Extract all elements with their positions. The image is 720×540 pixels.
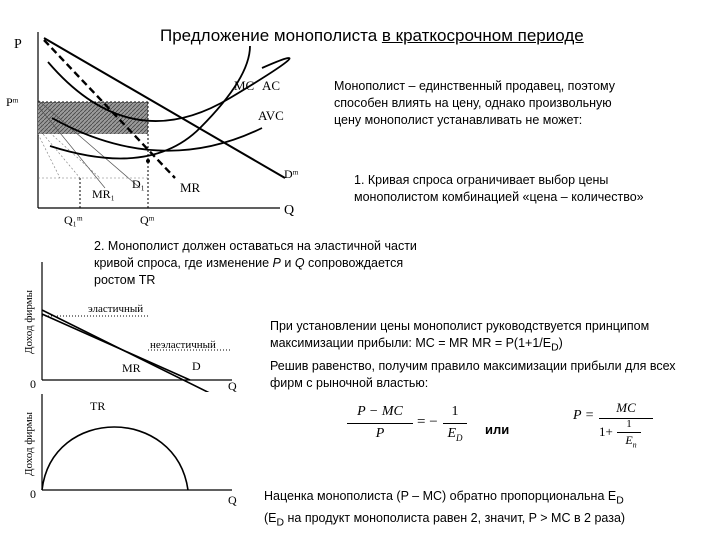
- f1-equals: = −: [417, 414, 438, 430]
- p6-text-b: (E: [264, 510, 277, 525]
- f1-right-bar: [443, 423, 467, 424]
- mid-q-label: Q: [228, 379, 237, 392]
- mid-d-label: D: [192, 359, 201, 373]
- p3-text-a: 2. Монополист должен оставаться на эластичной части кривой спроса, где изменение: [94, 239, 417, 270]
- axis-q-label: Q: [284, 203, 295, 218]
- p6-sub-1: D: [616, 495, 624, 507]
- revenue-demand-graph: [0, 262, 260, 392]
- f1-right-numerator: 1: [451, 404, 459, 419]
- paragraph-profit-max: [270, 318, 710, 357]
- axis-p-label: P: [14, 37, 22, 52]
- f2-inner-denominator: [617, 433, 645, 449]
- f1-ed-sub: D: [456, 432, 463, 443]
- p3-text-c: и: [280, 256, 295, 270]
- equilibrium-dot: [146, 159, 150, 163]
- paragraph-rule: Решив равенство, получим правило максимизации прибыли для всех фирм с рыночной властью:: [270, 359, 676, 390]
- p4-text: При установлении цены монополист руководствуется принципом максимизации прибыли: MC = MR MR = P(1+1/E: [270, 319, 650, 350]
- f1-fraction-bar: [347, 423, 413, 424]
- paragraph-markup: [264, 488, 714, 531]
- p6-text-a: Наценка монополиста (P – MC) обратно пропорциональна E: [264, 489, 617, 503]
- total-revenue-graph: [0, 394, 260, 514]
- monopoly-cost-graph: [0, 28, 330, 228]
- q1m-label: Q₁ᵐ: [64, 213, 83, 227]
- p4-sub: D: [551, 342, 559, 354]
- f2-en-sub: n: [632, 440, 637, 450]
- paragraph-definition: Монополист – единственный продавец, поэтому способен влиять на цену, однако произвольную цену монополист устанавливать не может:: [334, 79, 616, 127]
- title-underlined: в краткосрочном периоде: [381, 26, 584, 45]
- tr-label: TR: [90, 399, 106, 413]
- dm-label: Dᵐ: [284, 167, 299, 181]
- f2-numerator: MC: [616, 400, 636, 415]
- p3-p: P: [272, 256, 281, 270]
- ac-label: AC: [262, 78, 281, 93]
- mid-mr-label: MR: [122, 361, 141, 375]
- mr-label: MR: [180, 180, 201, 195]
- f1-right-denominator: [443, 426, 467, 443]
- mr1-label: MR₁: [92, 187, 115, 201]
- f1-ed: E: [447, 426, 457, 441]
- tr-curve: [42, 427, 188, 490]
- mc-label: MC: [234, 78, 255, 93]
- mid-zero-label: 0: [30, 377, 36, 391]
- title-prefix: Предложение монополиста: [160, 26, 382, 45]
- bottom-ylabel: Доход фирмы: [23, 411, 35, 476]
- p3-q: Q: [294, 256, 305, 270]
- or-label: или: [485, 422, 510, 437]
- p6-sub-2: D: [276, 517, 285, 528]
- elastic-label: эластичный: [88, 303, 144, 315]
- pm-label: Pᵐ: [6, 95, 19, 109]
- bottom-zero-label: 0: [30, 487, 36, 501]
- formula-block: [345, 400, 705, 464]
- f1-numerator: P − MC: [357, 404, 403, 419]
- bottom-q-label: Q: [228, 493, 237, 507]
- fan-line: [38, 134, 60, 178]
- f2-inner-numerator: 1: [626, 418, 632, 430]
- f2-lhs: P =: [573, 408, 595, 423]
- p6-text-c: на продукт монополиста равен 2, значит, P > MC в 2 раза): [284, 510, 626, 525]
- f2-den-a: 1+: [599, 424, 613, 439]
- p4-end: ): [558, 336, 563, 350]
- f2-en: E: [625, 433, 633, 447]
- d1-label: D₁: [132, 177, 145, 191]
- p3-text-e: сопровождается ростом TR: [94, 256, 404, 287]
- avc-label: AVC: [258, 108, 284, 123]
- inelastic-label: неэластичный: [150, 339, 216, 351]
- mid-ylabel: Доход фирмы: [23, 289, 35, 354]
- paragraph-demand-constraint: 1. Кривая спроса ограничивает выбор цены монополистом комбинацией «цена – количество»: [354, 173, 644, 204]
- f1-denominator: P: [375, 426, 385, 441]
- qm-label: Qᵐ: [140, 213, 155, 227]
